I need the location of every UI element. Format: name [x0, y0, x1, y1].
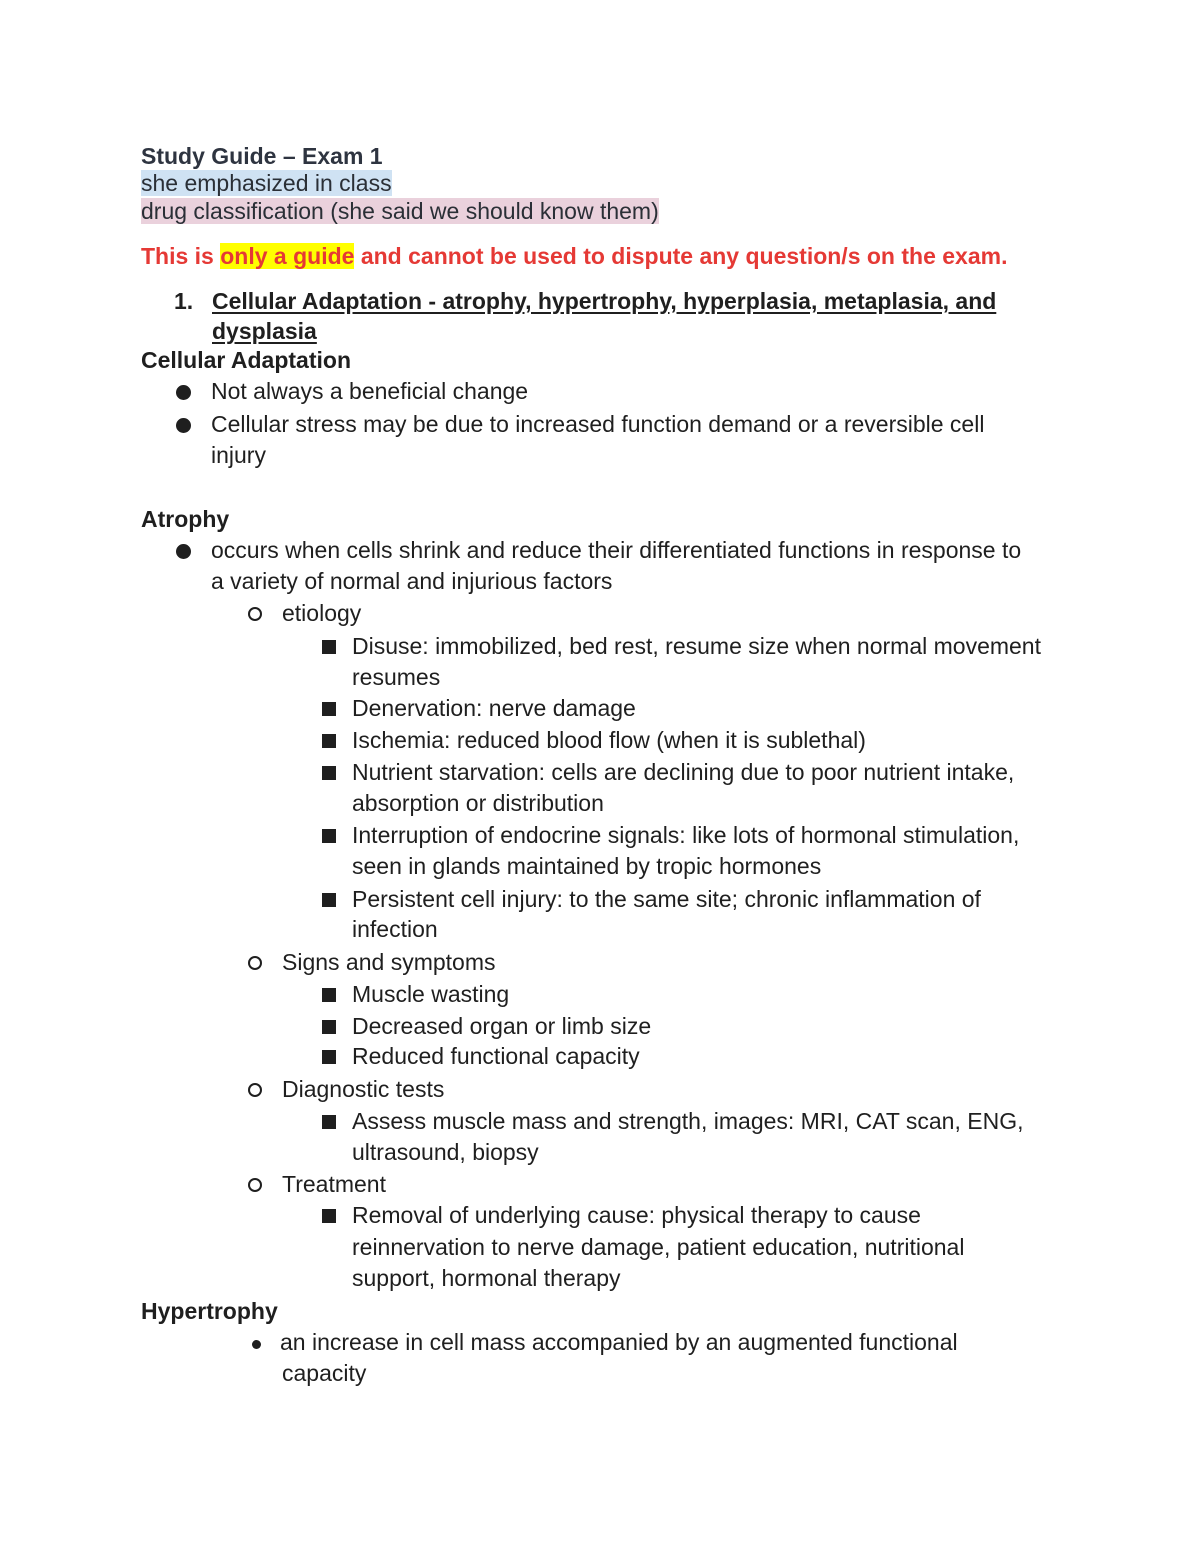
topic-title-line-2: dysplasia [212, 318, 317, 344]
list-item: Nutrient starvation: cells are declining due to poor nutrient intake, [352, 759, 1015, 785]
sub-heading-etiology: etiology [282, 600, 362, 626]
list-item-continuation: injury [211, 442, 266, 468]
document-title: Study Guide – Exam 1 [141, 143, 383, 169]
sub-heading-treatment: Treatment [282, 1171, 386, 1197]
bullet-disc-icon [176, 544, 191, 559]
list-item: an increase in cell mass accompanied by an augmented functional [280, 1329, 958, 1355]
list-item-continuation: infection [352, 916, 438, 942]
list-item: Not always a beneficial change [211, 378, 529, 404]
list-item-continuation: a variety of normal and injurious factors [211, 568, 613, 594]
bullet-circle-icon [248, 956, 262, 970]
list-item: Cellular stress may be due to increased function demand or a reversible cell [211, 411, 985, 437]
bullet-circle-icon [248, 1083, 262, 1097]
list-item-continuation: capacity [282, 1360, 367, 1386]
bullet-disc-icon [176, 385, 191, 400]
bullet-disc-icon [176, 418, 191, 433]
disclaimer [141, 241, 1007, 272]
bullet-square-icon [322, 766, 336, 780]
legend-drug-classification-text: drug classification (she said we should know them) [141, 198, 659, 224]
list-item-continuation: resumes [352, 664, 441, 690]
list-item: Removal of underlying cause: physical therapy to cause [352, 1202, 921, 1228]
list-item: Interruption of endocrine signals: like lots of hormonal stimulation, [352, 822, 1020, 848]
bullet-square-icon [322, 829, 336, 843]
bullet-disc-icon [252, 1340, 261, 1349]
topic-number: 1. [174, 288, 194, 314]
bullet-square-icon [322, 1020, 336, 1034]
bullet-square-icon [322, 734, 336, 748]
bullet-square-icon [322, 1050, 336, 1064]
sub-heading-signs: Signs and symptoms [282, 949, 496, 975]
list-item-continuation: seen in glands maintained by tropic hormones [352, 853, 822, 879]
bullet-square-icon [322, 1209, 336, 1223]
list-item: occurs when cells shrink and reduce their differentiated functions in response to [211, 537, 1022, 563]
legend-drug-classification [141, 196, 659, 227]
list-item: Ischemia: reduced blood flow (when it is sublethal) [352, 727, 866, 753]
topic-title-line-1: Cellular Adaptation - atrophy, hypertrophy, hyperplasia, metaplasia, and [212, 288, 997, 314]
list-item: Muscle wasting [352, 981, 510, 1007]
legend-emphasized [141, 168, 392, 199]
bullet-circle-icon [248, 607, 262, 621]
bullet-square-icon [322, 988, 336, 1002]
bullet-square-icon [322, 893, 336, 907]
list-item-continuation: ultrasound, biopsy [352, 1139, 539, 1165]
section-heading-cellular-adaptation: Cellular Adaptation [141, 347, 351, 373]
list-item: Denervation: nerve damage [352, 695, 636, 721]
list-item: Reduced functional capacity [352, 1043, 640, 1069]
list-item: Assess muscle mass and strength, images: MRI, CAT scan, ENG, [352, 1108, 1024, 1134]
list-item: Disuse: immobilized, bed rest, resume size when normal movement [352, 633, 1041, 659]
legend-emphasized-text: she emphasized in class [141, 170, 392, 196]
section-heading-atrophy: Atrophy [141, 506, 230, 532]
list-item-continuation: absorption or distribution [352, 790, 604, 816]
sub-heading-diagnostic: Diagnostic tests [282, 1076, 445, 1102]
bullet-square-icon [322, 640, 336, 654]
disclaimer-highlight: only a guide [220, 243, 355, 269]
bullet-circle-icon [248, 1178, 262, 1192]
bullet-square-icon [322, 702, 336, 716]
section-heading-hypertrophy: Hypertrophy [141, 1298, 278, 1324]
bullet-square-icon [322, 1115, 336, 1129]
list-item: Decreased organ or limb size [352, 1013, 652, 1039]
list-item-continuation: reinnervation to nerve damage, patient education, nutritional [352, 1234, 965, 1260]
list-item-continuation: support, hormonal therapy [352, 1265, 621, 1291]
disclaimer-pre: This is [141, 243, 221, 269]
list-item: Persistent cell injury: to the same site; chronic inflammation of [352, 886, 981, 912]
disclaimer-post: and cannot be used to dispute any question/s on the exam. [354, 243, 1008, 269]
